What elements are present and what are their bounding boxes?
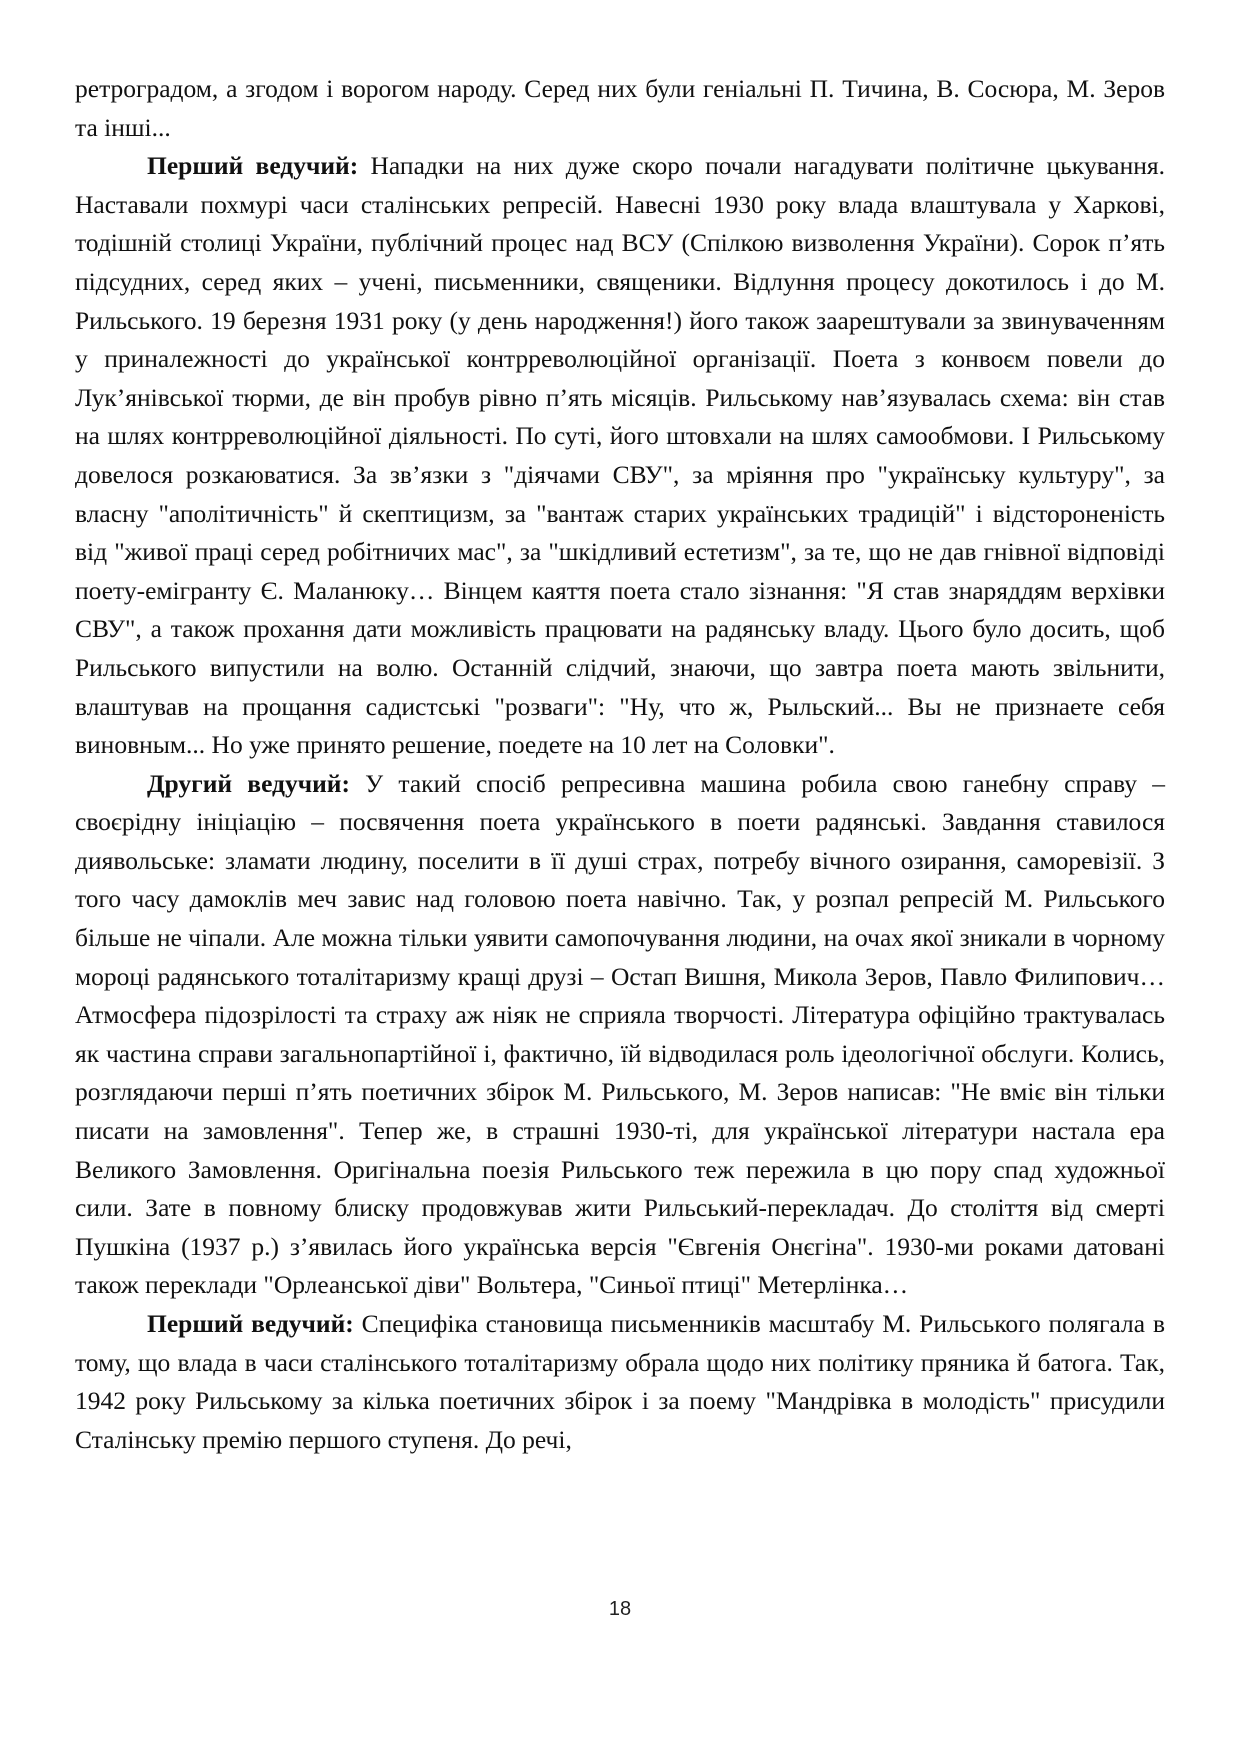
paragraph-first-host-1 xyxy=(75,147,1165,765)
paragraph-text: ретроградом, а згодом і ворогом народу. Серед них були геніальні П. Тичина, В. Сосюра, М. Зеров та інші... xyxy=(75,74,1165,142)
speaker-label: Перший ведучий: xyxy=(147,1309,354,1338)
paragraph-continuation xyxy=(75,70,1165,147)
paragraph-text: Нападки на них дуже скоро почали нагадувати політичне цькування. Наставали похмурі часи сталінських репресій. Навесні 1930 року влада влаштувала у Харкові, тодішній столиці України, публічний процес над ВСУ (Спілкою визволення України). Сорок п’ять підсудних, серед яких – учені, письменники, священики. Відлуння процесу докотилось і до М. Рильського. 19 березня 1931 року (у день народження!) його також заарештували за звинуваченням у приналежності до української контрреволюційної організації. Поета з конвоєм повели до Лук’янівської тюрми, де він пробув рівно п’ять місяців. Рильському нав’язувалась схема: він став на шлях контрреволюційної діяльності. По суті, його штовхали на шлях самообмови. І Рильському довелося розкаюватися. За зв’язки з "діячами СВУ", за мріяння про "українську культуру", за власну "аполітичність" й скептицизм, за "вантаж старих українських традицій" і відстороненість від "живої праці серед робітничих мас", за "шкідливий естетизм", за те, що не дав гнівної відповіді поету-емігранту Є. Маланюку… Вінцем каяття поета стало зізнання: "Я став знаряддям верхівки СВУ", а також прохання дати можливість працювати на радянську владу. Цього було досить, щоб Рильського випустили на волю. Останній слідчий, знаючи, що завтра поета мають звільнити, влаштував на прощання садистські "розваги": "Ну, что ж, Рыльский... Вы не признаете себя виновным... Но уже принято решение, поедете на 10 лет на Соловки". xyxy=(75,151,1165,760)
paragraph-text: У такий спосіб репресивна машина робила свою ганебну справу – своєрідну ініціацію – посвячення поета українського в поети радянські. Завдання ставилося диявольське: зламати людину, поселити в її душі страх, потребу вічного озирання, саморевізії. З того часу дамоклів меч завис над головою поета навічно. Так, у розпал репресій М. Рильського більше не чіпали. Але можна тільки уявити самопочування людини, на очах якої зникали в чорному мороці радянського тоталітаризму кращі друзі – Остап Вишня, Микола Зеров, Павло Филипович… Атмосфера підозрілості та страху аж ніяк не сприяла творчості. Література офіційно трактувалась як частина справи загальнопартійної і, фактично, їй відводилася роль ідеологічної обслуги. Колись, розглядаючи перші п’ять поетичних збірок М. Рильського, М. Зеров написав: "Не вміє він тільки писати на замовлення". Тепер же, в страшні 1930-ті, для української літератури настала ера Великого Замовлення. Оригінальна поезія Рильського теж пережила в цю пору спад художньої сили. Зате в повному блиску продовжував жити Рильський-перекладач. До століття від смерті Пушкіна (1937 р.) з’явилась його українська версія "Євгенія Онєгіна". 1930-ми роками датовані також переклади "Орлеанської діви" Вольтера, "Синьої птиці" Метерлінка… xyxy=(75,768,1165,1300)
paragraph-text: Специфіка становища письменників масштабу М. Рильського полягала в тому, що влада в часи сталінського тоталітаризму обрала щодо них політику пряника й батога. Так, 1942 року Рильському за кілька поетичних збірок і за поему "Мандрівка в молодість" присудили Сталінську премію першого ступеня. До речі, xyxy=(75,1309,1165,1454)
paragraph-second-host xyxy=(75,765,1165,1305)
speaker-label: Другий ведучий: xyxy=(147,768,350,798)
document-page xyxy=(75,70,1165,1459)
speaker-label: Перший ведучий: xyxy=(147,151,359,181)
page-number: 18 xyxy=(608,1598,632,1620)
paragraph-first-host-2 xyxy=(75,1305,1165,1459)
